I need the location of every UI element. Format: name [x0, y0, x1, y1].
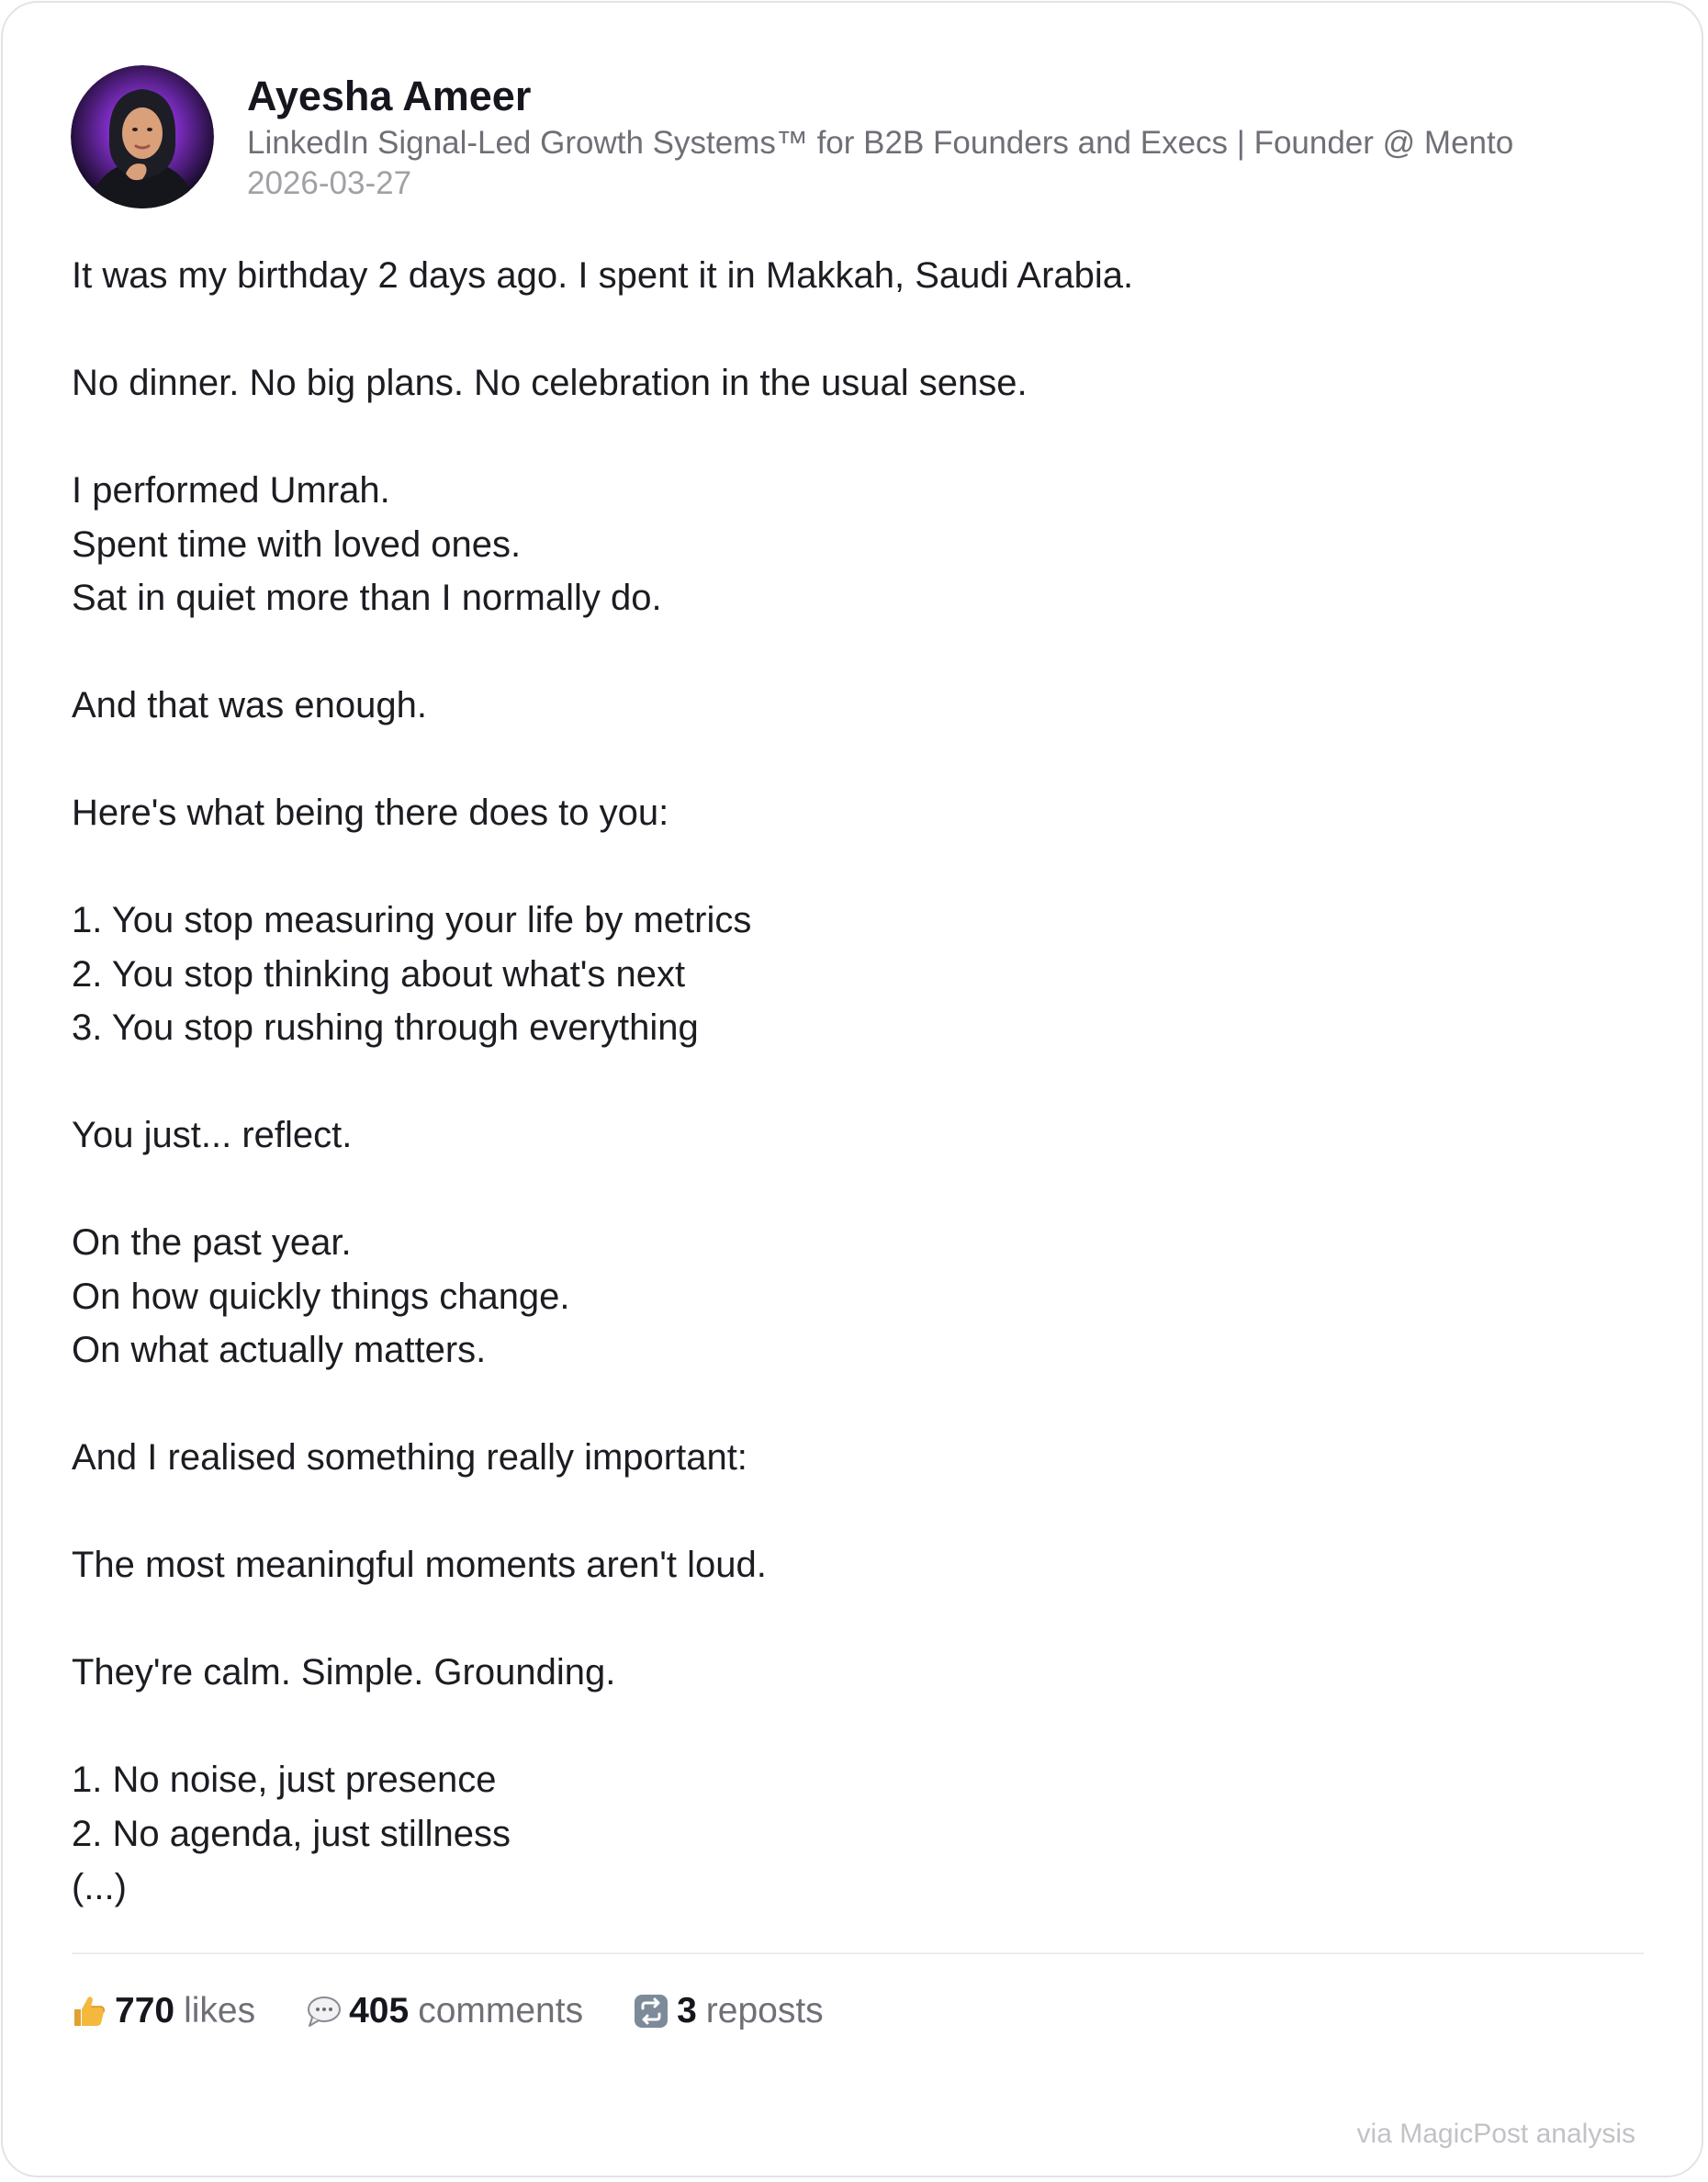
post-line: You just... reflect.	[72, 1115, 353, 1155]
post-body	[72, 249, 1651, 1915]
post-line: Sat in quiet more than I normally do.	[72, 578, 662, 618]
comments-count: 405	[349, 1991, 410, 2030]
post-blank-line	[72, 1485, 1651, 1539]
post-line: I performed Umrah.	[72, 470, 390, 511]
post-line: Spent time with loved ones.	[72, 523, 522, 565]
comments-stat[interactable]	[305, 1986, 583, 2036]
post-line: (...)	[72, 1867, 127, 1907]
speech-bubble-icon	[305, 1993, 342, 2030]
post-date: 2026-03-27	[247, 165, 412, 201]
post-line: The most meaningful moments aren't loud.	[72, 1545, 767, 1585]
post-blank-line	[72, 1592, 1651, 1647]
post-line: They're calm. Simple. Grounding.	[72, 1652, 616, 1693]
author-headline: LinkedIn Signal-Led Growth Systems™ for B2B Founders and Execs | Founder @ Mento	[247, 125, 1514, 161]
repost-icon	[633, 1993, 669, 2030]
thumbs-up-icon	[71, 1993, 107, 2030]
post-blank-line	[72, 1163, 1651, 1217]
attribution-footer: via MagicPost analysis	[1356, 2119, 1635, 2149]
post-line: 1. You stop measuring your life by metrics	[72, 900, 752, 940]
post-line: No dinner. No big plans. No celebration in the usual sense.	[72, 363, 1028, 403]
reposts-count: 3	[677, 1991, 697, 2030]
reposts-stat[interactable]	[633, 1986, 824, 2036]
post-line: On how quickly things change.	[72, 1276, 570, 1317]
author-avatar[interactable]	[71, 65, 214, 208]
likes-label: likes	[184, 1991, 256, 2030]
post-blank-line	[72, 840, 1651, 894]
post-line: It was my birthday 2 days ago. I spent it in Makkah, Saudi Arabia.	[72, 255, 1134, 296]
post-blank-line	[72, 303, 1651, 357]
likes-stat[interactable]	[71, 1986, 255, 2036]
post-line: On what actually matters.	[72, 1330, 487, 1370]
post-blank-line	[72, 1055, 1651, 1109]
post-line: 2. You stop thinking about what's next	[72, 953, 686, 995]
comments-label: comments	[418, 1991, 584, 2030]
post-blank-line	[72, 733, 1651, 787]
post-blank-line	[72, 625, 1651, 680]
avatar-illustration	[71, 65, 214, 208]
post-line: 3. You stop rushing through everything	[72, 1007, 699, 1048]
post-line: Here's what being there does to you:	[72, 793, 669, 833]
engagement-stats	[71, 1986, 873, 2036]
post-blank-line	[72, 1700, 1651, 1754]
post-line: On the past year.	[72, 1222, 352, 1263]
post-blank-line	[72, 1378, 1651, 1432]
post-line: 2. No agenda, just stillness	[72, 1813, 511, 1854]
author-name[interactable]: Ayesha Ameer	[247, 73, 532, 119]
post-line: And I realised something really important:	[72, 1437, 747, 1478]
post-line: And that was enough.	[72, 685, 427, 725]
stats-divider	[72, 1952, 1644, 1954]
post-line: 1. No noise, just presence	[72, 1760, 497, 1800]
post-blank-line	[72, 411, 1651, 465]
reposts-label: reposts	[705, 1991, 824, 2030]
post-card	[1, 1, 1703, 2177]
likes-count: 770	[115, 1991, 175, 2030]
